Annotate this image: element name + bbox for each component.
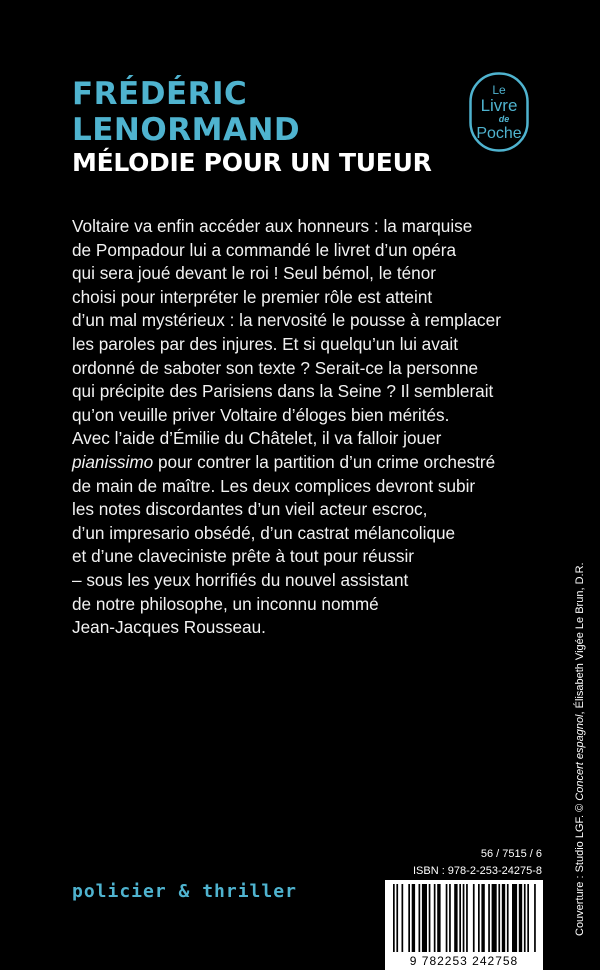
blurb-line: de main de maître. Les deux complices devront subir [72, 475, 476, 496]
barcode-bar [507, 884, 509, 952]
barcode-bar [419, 884, 421, 952]
barcode-bar [422, 884, 427, 952]
barcode-bar [478, 884, 480, 952]
barcode-bar [534, 884, 536, 952]
collection-label: policier & thriller [72, 881, 297, 902]
barcode-bar [396, 884, 398, 952]
blurb-line: les notes discordantes d’un vieil acteur escroc, [72, 499, 428, 520]
blurb-line: ordonné de saboter son texte ? Serait-ce la personne [72, 357, 479, 378]
blurb-line: choisi pour interpréter le premier rôle est atteint [72, 286, 433, 307]
blurb-line [72, 451, 542, 475]
back-cover-blurb [72, 215, 542, 640]
barcode-bar [393, 884, 395, 952]
logo-text-de: de [498, 114, 510, 124]
barcode-bar [481, 884, 484, 952]
logo-text-le: Le [492, 83, 506, 97]
barcode-bar [449, 884, 451, 952]
barcode-bar [492, 884, 497, 952]
barcode-bar [459, 884, 461, 952]
barcode-bar [408, 884, 410, 952]
barcode-bar [434, 884, 436, 952]
blurb-line: Voltaire va enfin accéder aux honneurs : la marquise [72, 216, 473, 236]
logo-text-livre: Livre [480, 96, 518, 115]
barcode-bar [466, 884, 468, 952]
blurb-italic-word: pianissimo [72, 451, 154, 472]
barcode-bar [412, 884, 415, 952]
barcode-bar [429, 884, 431, 952]
blurb-line: Avec l’aide d’Émilie du Châtelet, il va falloir jouer [72, 428, 442, 449]
barcode-bar [502, 884, 505, 952]
barcode-bar [519, 884, 522, 952]
author-last-name: LENORMAND [72, 112, 301, 148]
blurb-line: qui précipite des Parisiens dans la Seine ? Il semblerait [72, 381, 494, 402]
blurb-line-rest: pour contrer la partition d’un crime orchestré [153, 451, 496, 472]
blurb-line: Jean-Jacques Rousseau. [72, 617, 266, 638]
credit-italic: Concert espagnol [574, 714, 586, 801]
blurb-line: de notre philosophe, un inconnu nommé [72, 593, 379, 614]
blurb-line: les paroles par des injures. Et si quelqu’un lui avait [72, 333, 458, 354]
barcode-bar [488, 884, 490, 952]
barcode-bar [446, 884, 448, 952]
barcode-digits: 9 782253 242758 [409, 954, 519, 968]
blurb-line: d’un mal mystérieux : la nervosité le pousse à remplacer [72, 310, 501, 331]
barcode-bars [385, 880, 543, 954]
blurb-line: d’un impresario obsédé, d’un castrat mélancolique [72, 522, 456, 543]
cover-credit [574, 562, 586, 936]
credit-suffix: , Élisabeth Vigée Le Brun, D.R. [574, 562, 586, 715]
book-title: MÉLODIE POUR UN TUEUR [72, 148, 432, 177]
isbn: ISBN : 978-2-253-24275-8 [412, 865, 542, 877]
author-name [72, 76, 300, 148]
barcode-bar [473, 884, 475, 952]
blurb-line: de Pompadour lui a commandé le livret d’un opéra [72, 239, 457, 260]
barcode-bar [437, 884, 440, 952]
barcode-bar [512, 884, 517, 952]
blurb-line: et d’une claveciniste prête à tout pour réussir [72, 546, 415, 567]
blurb-line: qui sera joué devant le roi ! Seul bémol, le ténor [72, 263, 437, 284]
blurb-line: – sous les yeux horrifiés du nouvel assistant [72, 569, 409, 590]
barcode-bar [402, 884, 404, 952]
barcode [385, 880, 543, 970]
barcode-bar [454, 884, 457, 952]
livre-de-poche-logo [469, 72, 529, 152]
reference-code: 56 / 7515 / 6 [480, 848, 542, 860]
blurb-line: qu’on veuille priver Voltaire d’éloges bien mérités. [72, 404, 450, 425]
credit-prefix: Couverture : Studio LGF. © [574, 800, 586, 936]
barcode-bar [463, 884, 465, 952]
barcode-bar [524, 884, 526, 952]
barcode-bar [498, 884, 500, 952]
barcode-bar [527, 884, 529, 952]
book-codes [413, 846, 542, 880]
author-first-name: FRÉDÉRIC [72, 76, 248, 112]
logo-text-poche: Poche [476, 125, 522, 142]
